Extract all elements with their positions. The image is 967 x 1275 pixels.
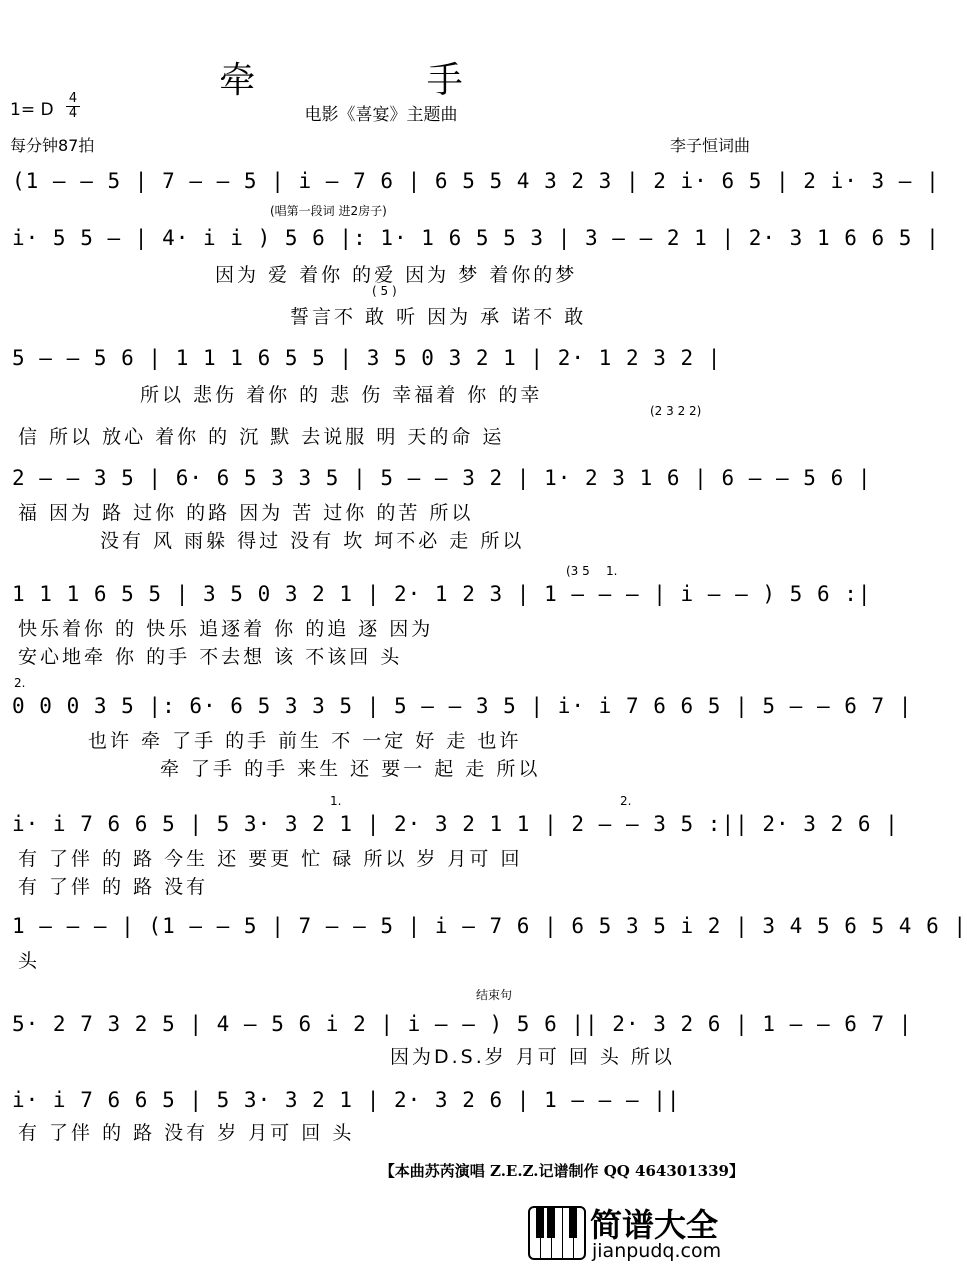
logo-text: 简谱大全 bbox=[590, 1206, 719, 1244]
credit-line: 【本曲苏芮演唱 Z.E.Z.记谱制作 QQ 464301339】 bbox=[379, 1162, 744, 1180]
lyrics-verse-2: 安心地牵 你 的手 不去想 该 不该回 头 bbox=[18, 646, 403, 668]
logo-url: jianpudq.com bbox=[592, 1240, 722, 1262]
alternate-note: ( 5 ) bbox=[372, 284, 397, 298]
key-signature: 1= D bbox=[10, 100, 54, 120]
lyrics-verse-1: 所以 悲伤 着你 的 悲 伤 幸福着 你 的幸 bbox=[140, 384, 543, 406]
lyrics-verse-2: 有 了伴 的 路 没有 bbox=[18, 876, 209, 898]
lyrics-verse-2: 信 所以 放心 着你 的 沉 默 去说服 明 天的命 运 bbox=[18, 426, 505, 448]
first-ending-label: 1. bbox=[330, 794, 342, 808]
performance-note: (唱第一段词 进2房子) bbox=[270, 204, 387, 218]
lyrics-verse-1: 因为D.S.岁 月可 回 头 所以 bbox=[390, 1046, 675, 1068]
first-ending-label: 1. bbox=[606, 564, 618, 578]
notes-line: (1 — — 5 | 7 — — 5 | i — 7 6 | 6 5 5 4 3 2 3 | 2 i· 6 5 | 2 i· 3 — | bbox=[12, 169, 940, 193]
notes-line: 1 1 1 6 5 5 | 3 5 0 3 2 1 | 2· 1 2 3 | 1 — — — | i — — ) 5 6 :| bbox=[12, 582, 872, 606]
second-ending-label: 2. bbox=[620, 794, 632, 808]
lyrics-verse-1: 有 了伴 的 路 今生 还 要更 忙 碌 所以 岁 月可 回 bbox=[18, 848, 523, 870]
notes-line: i· i 7 6 6 5 | 5 3· 3 2 1 | 2· 3 2 1 1 | 2 — — 3 5 :|| 2· 3 2 6 | bbox=[12, 812, 899, 836]
notes-line: i· 5 5 — | 4· i i ) 5 6 |: 1· 1 6 5 5 3 | 3 — — 2 1 | 2· 3 1 6 6 5 | bbox=[12, 226, 940, 250]
notes-line: 0 0 0 3 5 |: 6· 6 5 3 3 5 | 5 — — 3 5 | i· i 7 6 6 5 | 5 — — 6 7 | bbox=[12, 694, 913, 718]
notes-line: 5· 2 7 3 2 5 | 4 — 5 6 i 2 | i — — ) 5 6 || 2· 3 2 6 | 1 — — 6 7 | bbox=[12, 1012, 913, 1036]
ending-section-label: 结束句 bbox=[476, 988, 513, 1002]
lyrics-verse-1: 快乐着你 的 快乐 追逐着 你 的追 逐 因为 bbox=[18, 618, 434, 640]
tempo-marking: 每分钟87拍 bbox=[10, 136, 95, 155]
breath-note: (3 5 bbox=[566, 564, 590, 578]
notes-line: i· i 7 6 6 5 | 5 3· 3 2 1 | 2· 3 2 6 | 1 — — — || bbox=[12, 1088, 681, 1112]
notes-line: 1 — — — | (1 — — 5 | 7 — — 5 | i — 7 6 | 6 5 3 5 i 2 | 3 4 5 6 5 4 6 | bbox=[12, 914, 967, 938]
lyrics-verse-2: 没有 风 雨躲 得过 没有 坎 坷不必 走 所以 bbox=[100, 530, 525, 552]
time-signature bbox=[66, 92, 80, 121]
lyrics-verse-1: 也许 牵 了手 的手 前生 不 一定 好 走 也许 bbox=[88, 730, 522, 752]
piano-icon bbox=[528, 1206, 586, 1260]
lyrics-verse-2: 牵 了手 的手 来生 还 要一 起 走 所以 bbox=[160, 758, 541, 780]
song-title: 牵 手 bbox=[219, 60, 543, 101]
lyricist-credit: 李子恒词曲 bbox=[669, 136, 750, 155]
song-subtitle: 电影《喜宴》主题曲 bbox=[304, 105, 458, 125]
time-denominator: 4 bbox=[66, 106, 80, 121]
lyrics-verse-2: 誓言不 敢 听 因为 承 诺不 敢 bbox=[290, 306, 587, 328]
lyrics-verse-1: 有 了伴 的 路 没有 岁 月可 回 头 bbox=[18, 1122, 355, 1144]
notes-line: 5 — — 5 6 | 1 1 1 6 5 5 | 3 5 0 3 2 1 | 2· 1 2 3 2 | bbox=[12, 346, 722, 370]
time-numerator: 4 bbox=[68, 91, 78, 106]
alternate-note: (2 3 2 2) bbox=[650, 404, 702, 418]
lyrics-verse-1: 因为 爱 着你 的爱 因为 梦 着你的梦 bbox=[215, 264, 578, 286]
lyrics-verse-1: 福 因为 路 过你 的路 因为 苦 过你 的苦 所以 bbox=[18, 502, 474, 524]
site-logo bbox=[528, 1198, 748, 1263]
notes-line: 2 — — 3 5 | 6· 6 5 3 3 5 | 5 — — 3 2 | 1· 2 3 1 6 | 6 — — 5 6 | bbox=[12, 466, 872, 490]
second-ending-label: 2. bbox=[14, 676, 26, 690]
lyrics-verse-1: 头 bbox=[18, 950, 41, 972]
